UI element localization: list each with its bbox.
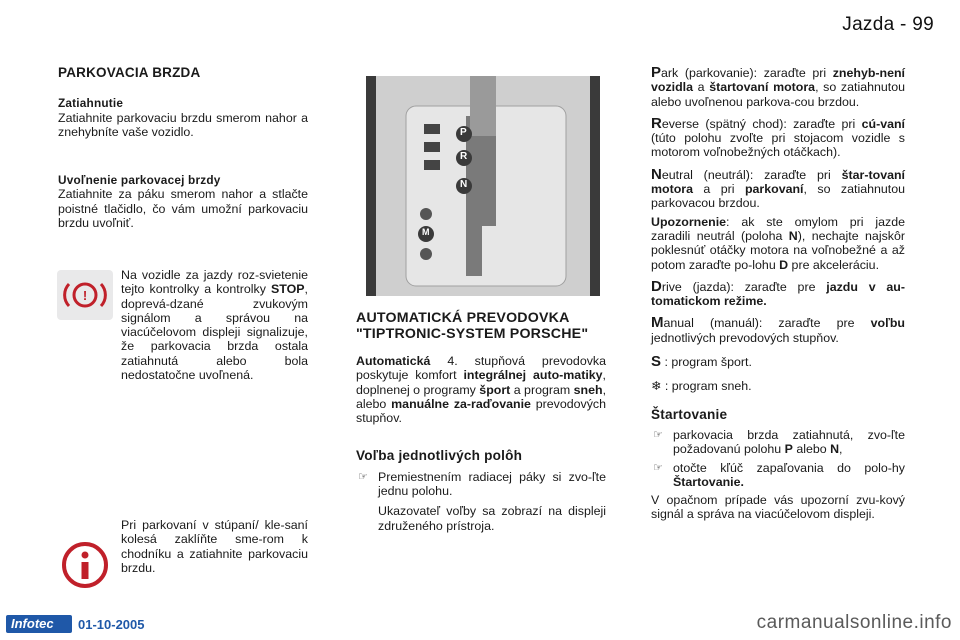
logo-text: Infotec (11, 616, 54, 631)
selection-bullet-text: Premiestnením radiacej páky si zvo-ľte jednu polohu. (378, 469, 606, 499)
transmission-heading: AUTOMATICKÁ PREVODOVKA "TIPTRONIC-SYSTEM PORSCHE" (356, 310, 589, 342)
bullet-hand-icon: ☞ (653, 461, 663, 474)
starting-bullet-2 (651, 461, 905, 490)
r-t1: everse (spätný chod): zaraďte pri (661, 116, 862, 131)
b1-t3: , (839, 442, 843, 457)
parking-note-text: Pri parkovaní v stúpaní/ kle-saní kolesá zaklíňte sme-rom k chodníku a zatiahnite parkovaciu brzdu. (121, 518, 308, 575)
snow-t1: : program sneh. (661, 379, 752, 394)
bullet-hand-icon: ☞ (358, 470, 368, 483)
gear-label-m: M (422, 227, 430, 237)
s-t1: : program šport. (661, 355, 752, 370)
gear-d-letter: D (651, 277, 662, 295)
release-subheading: Uvoľnenie parkovacej brzdy (58, 173, 221, 188)
warn-text-a: Na vozidle za jazdy roz-svietenie tejto kontrolky a kontrolky (121, 268, 308, 297)
r-t2: (túto polohu zvoľte pri stojacom vozidle s motorom voľnobežných otáčkach). (651, 131, 905, 160)
parking-note (121, 518, 308, 575)
bullet-hand-icon: ☞ (653, 428, 663, 441)
apply-subheading: Zatiahnutie (58, 96, 124, 111)
right-column (651, 66, 905, 522)
starting-heading: Štartovanie (651, 406, 728, 422)
warn-t3: pre akceleráciu. (788, 257, 880, 272)
selection-bullet (356, 470, 606, 533)
m-t2: jednotlivých prevodových stupňov. (651, 330, 839, 345)
intro-b1: Automatická (356, 354, 431, 368)
warn-t2: ), nechajte najskôr poklesnúť otáčky motora na voľnobežné a až potom zaraďte po-lohu (651, 228, 905, 272)
gear-s-letter: S (651, 353, 662, 371)
left-column (58, 66, 308, 230)
warn-d: D (779, 257, 789, 272)
warn-n: N (788, 228, 798, 243)
d-t1: rive (jazda): zaraďte pre (661, 279, 827, 294)
gear-label-n: N (460, 179, 468, 190)
n-b2: parkovaní (744, 182, 804, 197)
selection-para: Ukazovateľ voľby sa zobrazí na displeji združeného prístroja. (378, 504, 606, 533)
watermark: carmanualsonline.info (756, 612, 952, 633)
middle-column (356, 310, 606, 533)
page-title: Jazda - 99 (842, 14, 934, 35)
gear-m-letter: M (651, 314, 664, 332)
gear-selector-photo (366, 76, 600, 296)
p-b1: znehyb-není vozidla (651, 66, 905, 95)
footer-date: 01-10-2005 (78, 617, 145, 632)
b1-t2: alebo (792, 442, 831, 457)
parking-brake-heading: PARKOVACIA BRZDA (58, 65, 201, 80)
starting-bullet-1 (651, 428, 905, 457)
intro-t3: a program (510, 382, 574, 397)
n-t1: eutral (neutrál): zaraďte pri (661, 167, 842, 182)
gear-n-letter: N (651, 165, 662, 183)
gear-label-r: R (460, 151, 468, 162)
warn-t1: : ak ste omylom pri jazde zaradili neutrál (poloha (651, 214, 905, 243)
d-b1: jazdu v au-tomatickom režime. (651, 279, 905, 309)
n-b1: štar-tovaní motora (651, 167, 905, 197)
final-text: V opačnom prípade vás upozorní zvu-kový signál a správa na viacúčelovom displeji. (651, 493, 905, 522)
snowflake-icon: ❄ (651, 379, 662, 394)
intro-b4: sneh (573, 382, 603, 397)
svg-text:!: ! (82, 288, 88, 303)
intro-t2: , doplnenej o programy (356, 368, 606, 397)
b2-t1: otočte kľúč zapaľovania do polo-hy (673, 460, 905, 475)
intro-b3: šport (479, 382, 511, 397)
b2-b1: Štartovanie. (673, 474, 744, 489)
release-text: Zatiahnite za páku smerom nahor a stlačte poistné tlačidlo, čo vám umožní parkovaciu brzdu uvoľniť. (58, 187, 308, 231)
parking-brake-warning-icon (57, 270, 113, 320)
apply-text: Zatiahnite parkovaciu brzdu smerom nahor a znehybníte vaše vozidlo. (58, 110, 308, 139)
r-b1: cú-vaní (861, 116, 905, 131)
selection-heading: Voľba jednotlivých polôh (356, 448, 523, 464)
intro-b2: integrálnej auto-matiky (463, 368, 603, 383)
warn-stop: STOP (271, 282, 305, 297)
m-b1: voľbu (870, 316, 905, 331)
n-t2: a pri (693, 182, 745, 197)
info-icon (55, 535, 115, 595)
p-t1: ark (parkovanie): zaraďte pri (661, 66, 833, 80)
b1-t1: parkovacia brzda zatiahnutá, zvo-ľte požadovanú polohu (673, 427, 905, 457)
warning-text-top (121, 268, 308, 382)
gear-label-p: P (460, 127, 467, 138)
warning-label: Upozornenie (651, 214, 727, 229)
gear-r-letter: R (651, 114, 662, 132)
intro-t5: prevodových stupňov. (356, 396, 607, 426)
intro-b5: manuálne za-raďovanie (391, 396, 531, 411)
warn-text-b: , doprevá-dzané zvukovým signálom a správou na viacúčelovom displeji signalizuje, že parkovacia brzda ostala zatiahnutá alebo bola nedostatočne uvoľnená. (121, 282, 308, 383)
p-t3: , so zatiahnutou alebo uvoľnenou parkova-cou brzdou. (651, 80, 905, 109)
n-t3: , so zatiahnutou parkovacou brzdou. (651, 182, 905, 211)
p-b2: štartovaní motora (709, 80, 816, 95)
intro-t1: 4. stupňová prevodovka poskytuje komfort (356, 354, 606, 383)
b1-p: P (784, 442, 793, 457)
infotec-logo (6, 615, 72, 633)
p-t2: a (693, 80, 710, 95)
intro-t4: , alebo (356, 382, 607, 411)
gear-p-letter: P (651, 64, 662, 81)
b1-n: N (830, 442, 840, 457)
m-t1: anual (manuál): zaraďte pre (663, 316, 871, 331)
